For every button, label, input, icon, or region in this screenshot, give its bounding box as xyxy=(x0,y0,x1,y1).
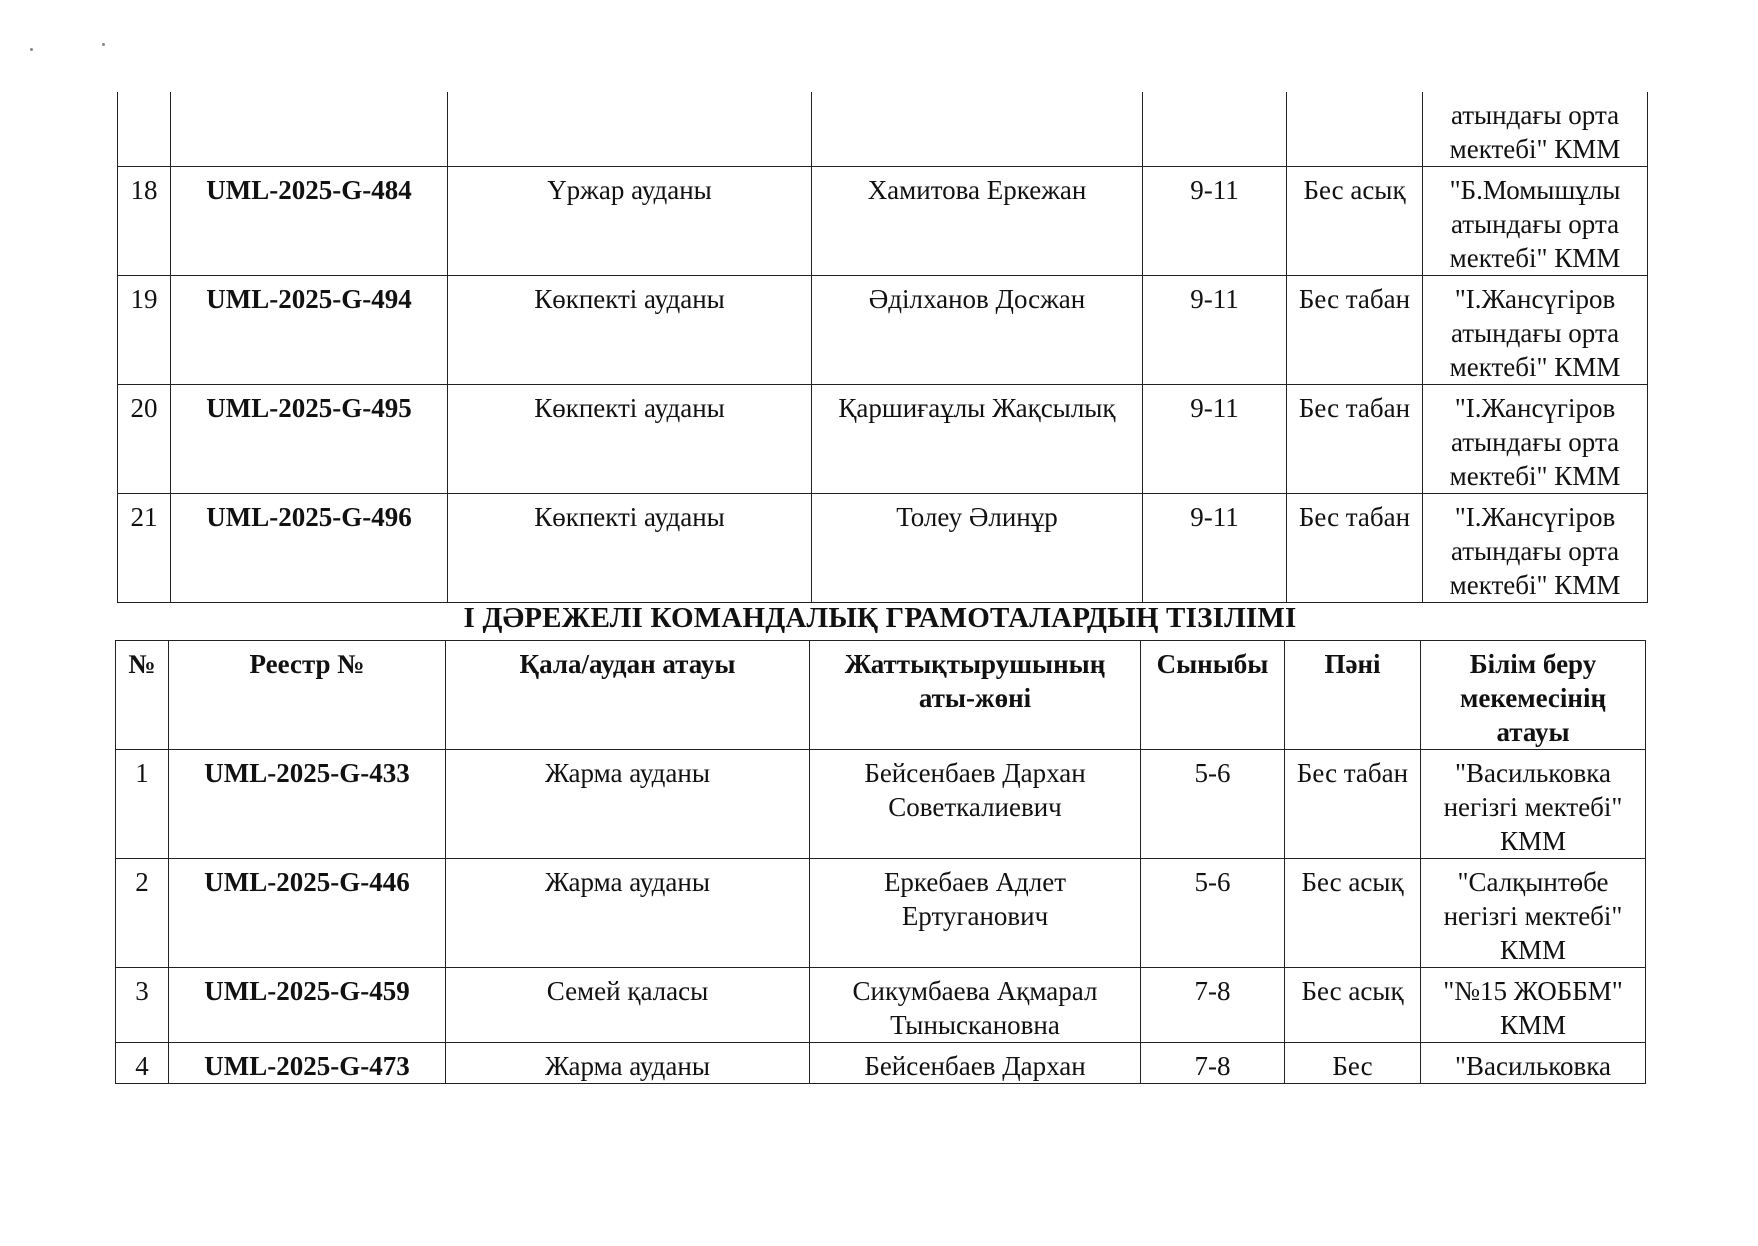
section-title: І ДӘРЕЖЕЛІ КОМАНДАЛЫҚ ГРАМОТАЛАРДЫҢ ТІЗІЛІМІ xyxy=(463,602,1297,634)
scan-speck xyxy=(30,48,33,51)
cell-grade: 9-11 xyxy=(1143,385,1287,494)
header-district: Қала/аудан атауы xyxy=(446,641,810,750)
table-row xyxy=(118,385,1648,494)
cell-subject: Бес асық xyxy=(1287,167,1423,276)
cell-no: 18 xyxy=(118,167,171,276)
cell-name: Бейсенбаев Дархан Советкалиевич xyxy=(810,750,1141,859)
cell-no xyxy=(118,92,171,167)
cell-grade: 9-11 xyxy=(1143,167,1287,276)
cell-institution: "Салқынтөбе негізгі мектебі" КММ xyxy=(1421,859,1646,968)
cell-name: Еркебаев Адлет Ертуганович xyxy=(810,859,1141,968)
cell-subject: Бес асық xyxy=(1285,859,1421,968)
cell-institution: "Васильковка xyxy=(1421,1043,1646,1084)
cell-no: 4 xyxy=(116,1043,169,1084)
table-row xyxy=(116,859,1646,968)
cell-subject: Бес табан xyxy=(1285,750,1421,859)
cell-register: UML-2025-G-446 xyxy=(169,859,446,968)
cell-subject: Бес табан xyxy=(1287,276,1423,385)
cell-register: UML-2025-G-459 xyxy=(169,968,446,1043)
cell-no: 21 xyxy=(118,494,171,603)
cell-district: Жарма ауданы xyxy=(446,750,810,859)
cell-district: Жарма ауданы xyxy=(446,1043,810,1084)
cell-district: Көкпекті ауданы xyxy=(448,385,812,494)
cell-register: UML-2025-G-433 xyxy=(169,750,446,859)
cell-district xyxy=(448,92,812,167)
cell-grade: 5-6 xyxy=(1141,750,1285,859)
cell-district: Көкпекті ауданы xyxy=(448,494,812,603)
cell-subject: Бес табан xyxy=(1287,494,1423,603)
cell-subject xyxy=(1287,92,1423,167)
cell-register: UML-2025-G-494 xyxy=(171,276,448,385)
cell-subject: Бес табан xyxy=(1287,385,1423,494)
cell-name: Толеу Әлинұр xyxy=(812,494,1143,603)
table-row xyxy=(118,167,1648,276)
cell-institution: "Б.Момышұлы атындағы орта мектебі" КММ xyxy=(1423,167,1648,276)
header-institution: Білім беру мекемесінің атауы xyxy=(1421,641,1646,750)
cell-no: 1 xyxy=(116,750,169,859)
cell-register: UML-2025-G-473 xyxy=(169,1043,446,1084)
table-row xyxy=(118,494,1648,603)
table-header-row xyxy=(116,641,1646,750)
table-row xyxy=(118,276,1648,385)
table-row xyxy=(116,750,1646,859)
cell-register: UML-2025-G-484 xyxy=(171,167,448,276)
cell-name xyxy=(812,92,1143,167)
cell-institution: "Васильковка негізгі мектебі" КММ xyxy=(1421,750,1646,859)
header-no: № xyxy=(116,641,169,750)
cell-institution: "І.Жансүгіров атындағы орта мектебі" КММ xyxy=(1423,385,1648,494)
cell-name: Бейсенбаев Дархан xyxy=(810,1043,1141,1084)
scan-speck xyxy=(102,43,105,46)
cell-register: UML-2025-G-496 xyxy=(171,494,448,603)
table-row xyxy=(116,968,1646,1043)
cell-grade: 9-11 xyxy=(1143,494,1287,603)
cell-district: Жарма ауданы xyxy=(446,859,810,968)
cell-name: Әділханов Досжан xyxy=(812,276,1143,385)
header-register: Реестр № xyxy=(169,641,446,750)
cell-no: 19 xyxy=(118,276,171,385)
cell-name: Сикумбаева Ақмарал Тыныскановна xyxy=(810,968,1141,1043)
cell-register: UML-2025-G-495 xyxy=(171,385,448,494)
cell-institution: "І.Жансүгіров атындағы орта мектебі" КММ xyxy=(1423,276,1648,385)
cell-grade: 9-11 xyxy=(1143,276,1287,385)
cell-grade: 7-8 xyxy=(1141,1043,1285,1084)
cell-institution: атындағы орта мектебі" КММ xyxy=(1423,92,1648,167)
cell-no: 3 xyxy=(116,968,169,1043)
cell-name: Қаршиғаұлы Жақсылық xyxy=(812,385,1143,494)
registry-table-continued xyxy=(117,92,1648,603)
table-row xyxy=(116,1043,1646,1084)
cell-grade: 5-6 xyxy=(1141,859,1285,968)
cell-grade xyxy=(1143,92,1287,167)
cell-subject: Бес асық xyxy=(1285,968,1421,1043)
header-subject: Пәні xyxy=(1285,641,1421,750)
cell-subject: Бес xyxy=(1285,1043,1421,1084)
cell-grade: 7-8 xyxy=(1141,968,1285,1043)
team-certificates-table xyxy=(115,640,1646,1084)
cell-name: Хамитова Еркежан xyxy=(812,167,1143,276)
cell-district: Үржар ауданы xyxy=(448,167,812,276)
cell-register xyxy=(171,92,448,167)
table-row-continued xyxy=(118,92,1648,167)
cell-district: Көкпекті ауданы xyxy=(448,276,812,385)
cell-district: Семей қаласы xyxy=(446,968,810,1043)
cell-no: 2 xyxy=(116,859,169,968)
cell-institution: "І.Жансүгіров атындағы орта мектебі" КММ xyxy=(1423,494,1648,603)
header-coach: Жаттықтырушының аты-жөні xyxy=(810,641,1141,750)
cell-no: 20 xyxy=(118,385,171,494)
header-grade: Сыныбы xyxy=(1141,641,1285,750)
cell-institution: "№15 ЖОББМ" КММ xyxy=(1421,968,1646,1043)
